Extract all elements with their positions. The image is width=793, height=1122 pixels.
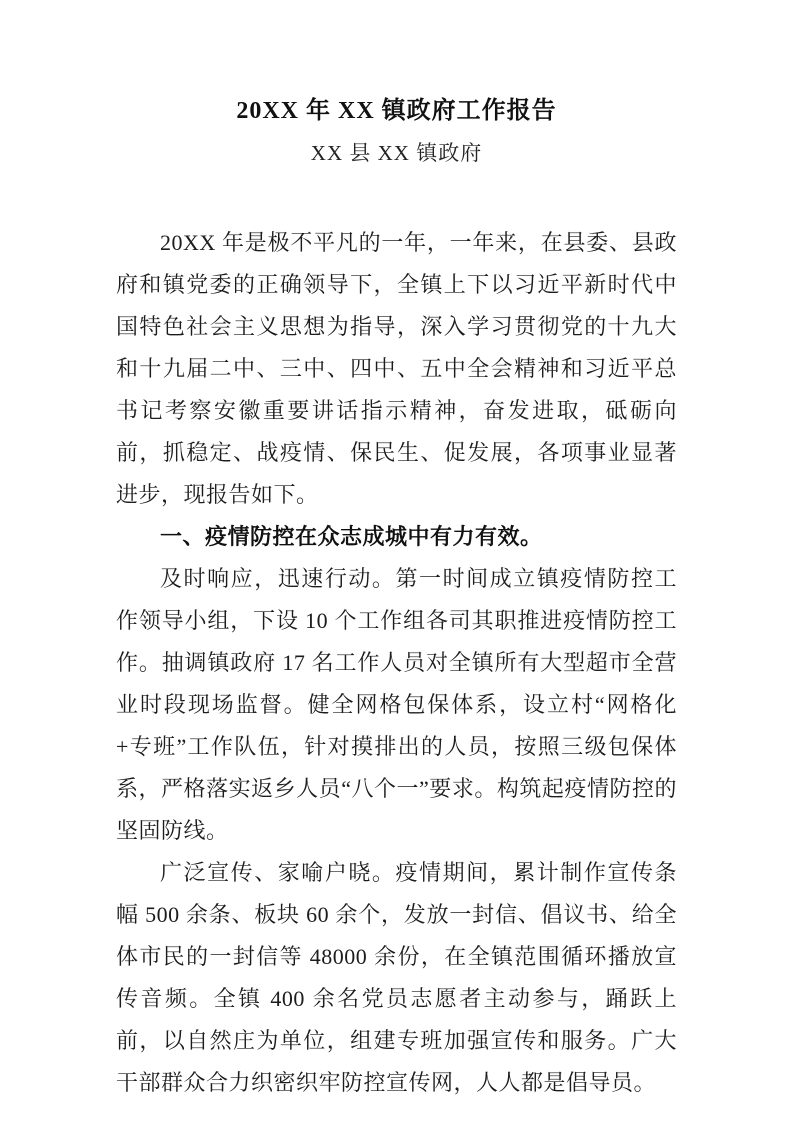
document-subtitle: XX 县 XX 镇政府 [310,141,483,165]
paragraph-epidemic-response: 及时响应，迅速行动。第一时间成立镇疫情防控工作领导小组，下设 10 个工作组各司其职推进疫情防控工作。抽调镇政府 17 名工作人员对全镇所有大型超市全营业时段现场监督。健全网格包保体系，设立村“网格化+专班”工作队伍，针对摸排出的人员，按照三级包保体系，严格落实返乡人员“八个一”要求。构筑起疫情防控的坚固防线。 [116,566,677,843]
paragraph-intro: 20XX 年是极不平凡的一年，一年来，在县委、县政府和镇党委的正确领导下，全镇上下以习近平新时代中国特色社会主义思想为指导，深入学习贯彻党的十九大和十九届二中、三中、四中、五中全会精神和习近平总书记考察安徽重要讲话指示精神，奋发进取，砥砺向前，抓稳定、战疫情、保民生、促发展，各项事业显著进步，现报告如下。 [116,230,677,507]
paragraph-publicity-campaign: 广泛宣传、家喻户晓。疫情期间，累计制作宣传条幅 500 余条、板块 60 余个，发放一封信、倡议书、给全体市民的一封信等 48000 余份，在全镇范围循环播放宣传音频。全镇 400 余名党员志愿者主动参与，踊跃上前，以自然庄为单位，组建专班加强宣传和服务。广大干部群众合力织密织牢防控宣传网，人人都是倡导员。 [116,860,677,1095]
document-title: 20XX 年 XX 镇政府工作报告 [236,98,557,124]
section-heading-epidemic-prevention: 一、疫情防控在众志成城中有力有效。 [160,524,543,549]
